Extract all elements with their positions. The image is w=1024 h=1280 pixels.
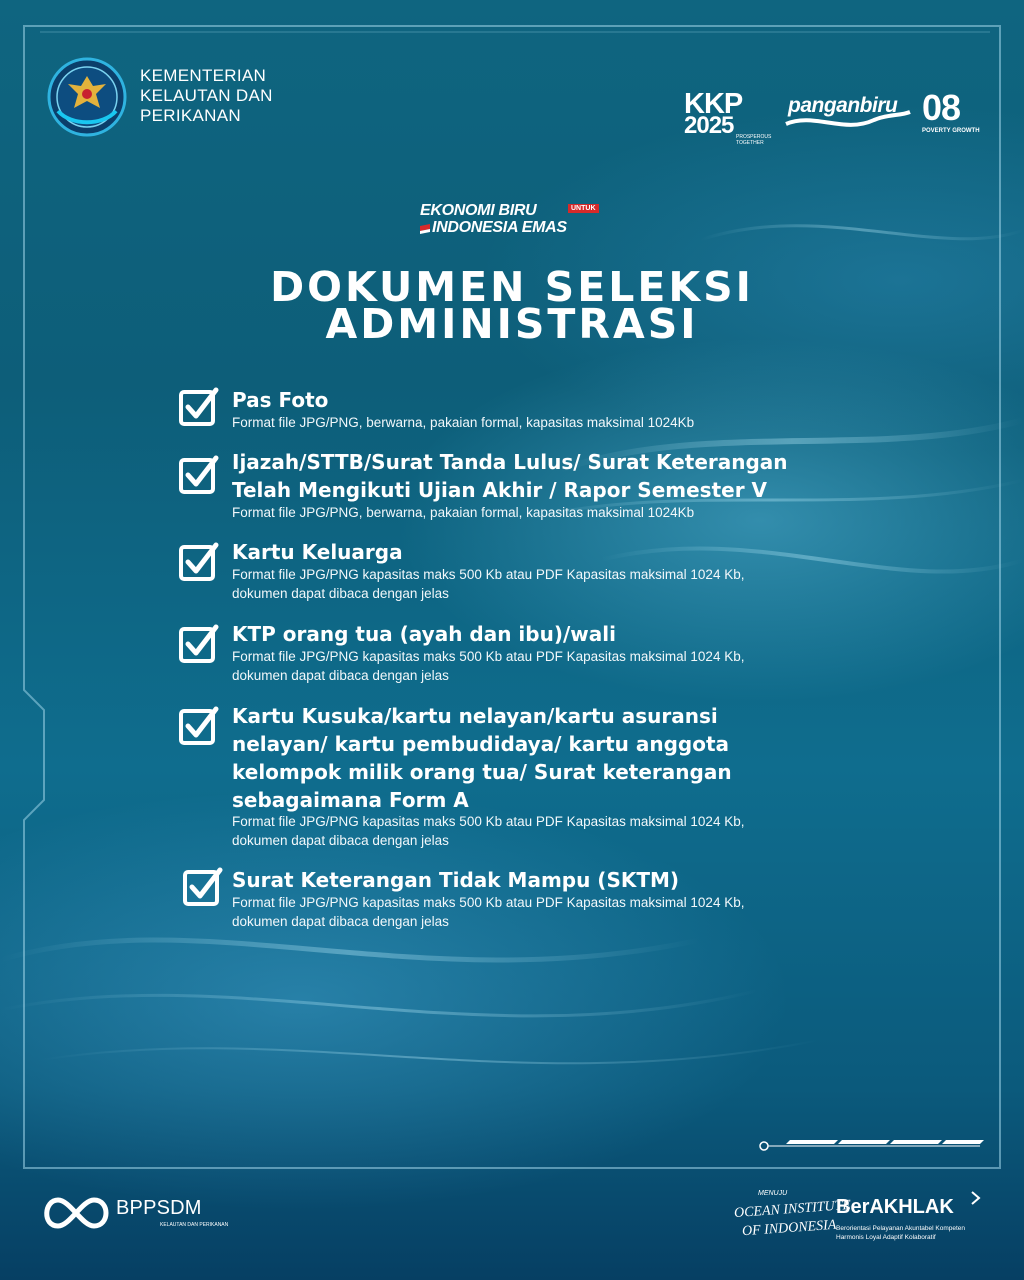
- requirement-description-line: Format file JPG/PNG kapasitas maks 500 Kb atau PDF Kapasitas maksimal 1024 Kb,: [232, 567, 745, 582]
- requirement-title-line: KTP orang tua (ayah dan ibu)/wali: [232, 622, 616, 646]
- berakhlak-subtitle: [836, 1224, 965, 1242]
- requirement-title: [232, 448, 788, 504]
- ministry-line: PERIKANAN: [140, 106, 241, 125]
- page-title-line2: ADMINISTRASI: [325, 300, 699, 348]
- ministry-line: KELAUTAN DAN: [140, 86, 273, 105]
- checkbox-checked-icon: [178, 623, 220, 665]
- slogan-line2: INDONESIA EMAS: [432, 219, 567, 236]
- requirement-title: [232, 702, 732, 814]
- requirement-title-line: nelayan/ kartu pembudidaya/ kartu anggota: [232, 732, 730, 756]
- chevron-right-icon: [970, 1190, 982, 1206]
- requirement-description-line: dokumen dapat dibaca dengan jelas: [232, 586, 449, 601]
- requirement-title-line: Kartu Kusuka/kartu nelayan/kartu asuransi: [232, 704, 718, 728]
- slogan-ekonomi-biru: [420, 202, 620, 238]
- requirement-title: [232, 620, 616, 648]
- kkp-tagline: PROSPEROUS TOGETHER: [736, 134, 772, 146]
- checkbox-checked-icon: [178, 386, 220, 428]
- panganbiru-wave-icon: [784, 90, 912, 136]
- requirement-title: [232, 538, 403, 566]
- bppsdm-infinity-icon: [40, 1192, 112, 1234]
- berakhlak-word: BerAKHLAK: [836, 1196, 954, 1218]
- ocean-institute-logo: [733, 1190, 852, 1250]
- kkp-garuda-logo: [46, 56, 128, 138]
- requirement-description-line: Format file JPG/PNG kapasitas maks 500 Kb atau PDF Kapasitas maksimal 1024 Kb,: [232, 649, 745, 664]
- kkp-2025-logo: [684, 88, 776, 146]
- requirement-description: [232, 647, 744, 685]
- requirement-description-line: dokumen dapat dibaca dengan jelas: [232, 833, 449, 848]
- page-title-line1: DOKUMEN SELEKSI: [270, 263, 754, 311]
- slogan-untuk-badge: UNTUK: [568, 204, 599, 213]
- requirement-title-line: Ijazah/STTB/Surat Tanda Lulus/ Surat Keterangan: [232, 450, 788, 474]
- kkp-year: 2025: [684, 112, 734, 139]
- bppsdm-logo: [40, 1192, 229, 1234]
- flag-icon: [420, 224, 430, 234]
- panganbiru-word: panganbiru: [788, 94, 898, 117]
- requirement-description: [232, 565, 744, 603]
- requirement-title: [232, 386, 328, 414]
- panganbiru-logo: [784, 90, 912, 136]
- requirement-description-line: dokumen dapat dibaca dengan jelas: [232, 668, 449, 683]
- berakhlak-logo: [836, 1196, 996, 1246]
- requirement-title-line: sebagaimana Form A: [232, 788, 469, 812]
- berakhlak-subtitle-line: Harmonis Loyal Adaptif Kolaboratif: [836, 1234, 936, 1241]
- brand-08-logo: [918, 88, 988, 140]
- requirement-description-line: Format file JPG/PNG, berwarna, pakaian formal, kapasitas maksimal 1024Kb: [232, 505, 695, 520]
- requirement-title: [232, 866, 679, 894]
- brand-08-subtitle: POVERTY GROWTH: [922, 128, 980, 134]
- requirement-description-line: Format file JPG/PNG kapasitas maks 500 Kb atau PDF Kapasitas maksimal 1024 Kb,: [232, 814, 745, 829]
- ministry-line: KEMENTERIAN: [140, 66, 267, 85]
- checkbox-checked-icon: [178, 454, 220, 496]
- requirement-title-line: Kartu Keluarga: [232, 540, 403, 564]
- brand-08-number: 08: [922, 87, 961, 128]
- requirement-title-line: Pas Foto: [232, 388, 329, 412]
- kkp-word: KKP: [684, 88, 743, 120]
- requirement-description: [232, 812, 744, 850]
- ocean-institute-line1: OCEAN INSTITUTE: [733, 1197, 852, 1222]
- requirement-description: [232, 413, 694, 432]
- berakhlak-subtitle-line: Berorientasi Pelayanan Akuntabel Kompeten: [836, 1225, 966, 1232]
- checkbox-checked-icon: [178, 705, 220, 747]
- requirement-description-line: Format file JPG/PNG kapasitas maks 500 Kb atau PDF Kapasitas maksimal 1024 Kb,: [232, 895, 745, 910]
- requirement-title-line: kelompok milik orang tua/ Surat keterangan: [232, 760, 732, 784]
- ministry-name: [140, 66, 273, 126]
- bppsdm-word: BPPSDM: [116, 1197, 202, 1219]
- ocean-institute-menuju: MENUJU: [758, 1190, 788, 1197]
- slogan-line1: EKONOMI BIRU: [420, 202, 537, 219]
- checkbox-checked-icon: [178, 541, 220, 583]
- requirement-title-line: Surat Keterangan Tidak Mampu (SKTM): [232, 868, 680, 892]
- ocean-institute-line2: OF INDONESIA: [741, 1217, 837, 1240]
- requirement-description: [232, 503, 694, 522]
- requirement-description: [232, 893, 744, 931]
- bppsdm-subtitle: KELAUTAN DAN PERIKANAN: [160, 1222, 229, 1228]
- requirement-description-line: Format file JPG/PNG, berwarna, pakaian formal, kapasitas maksimal 1024Kb: [232, 415, 695, 430]
- requirement-description-line: dokumen dapat dibaca dengan jelas: [232, 914, 449, 929]
- requirement-title-line: Telah Mengikuti Ujian Akhir / Rapor Semester V: [232, 478, 767, 502]
- checkbox-checked-icon: [182, 866, 224, 908]
